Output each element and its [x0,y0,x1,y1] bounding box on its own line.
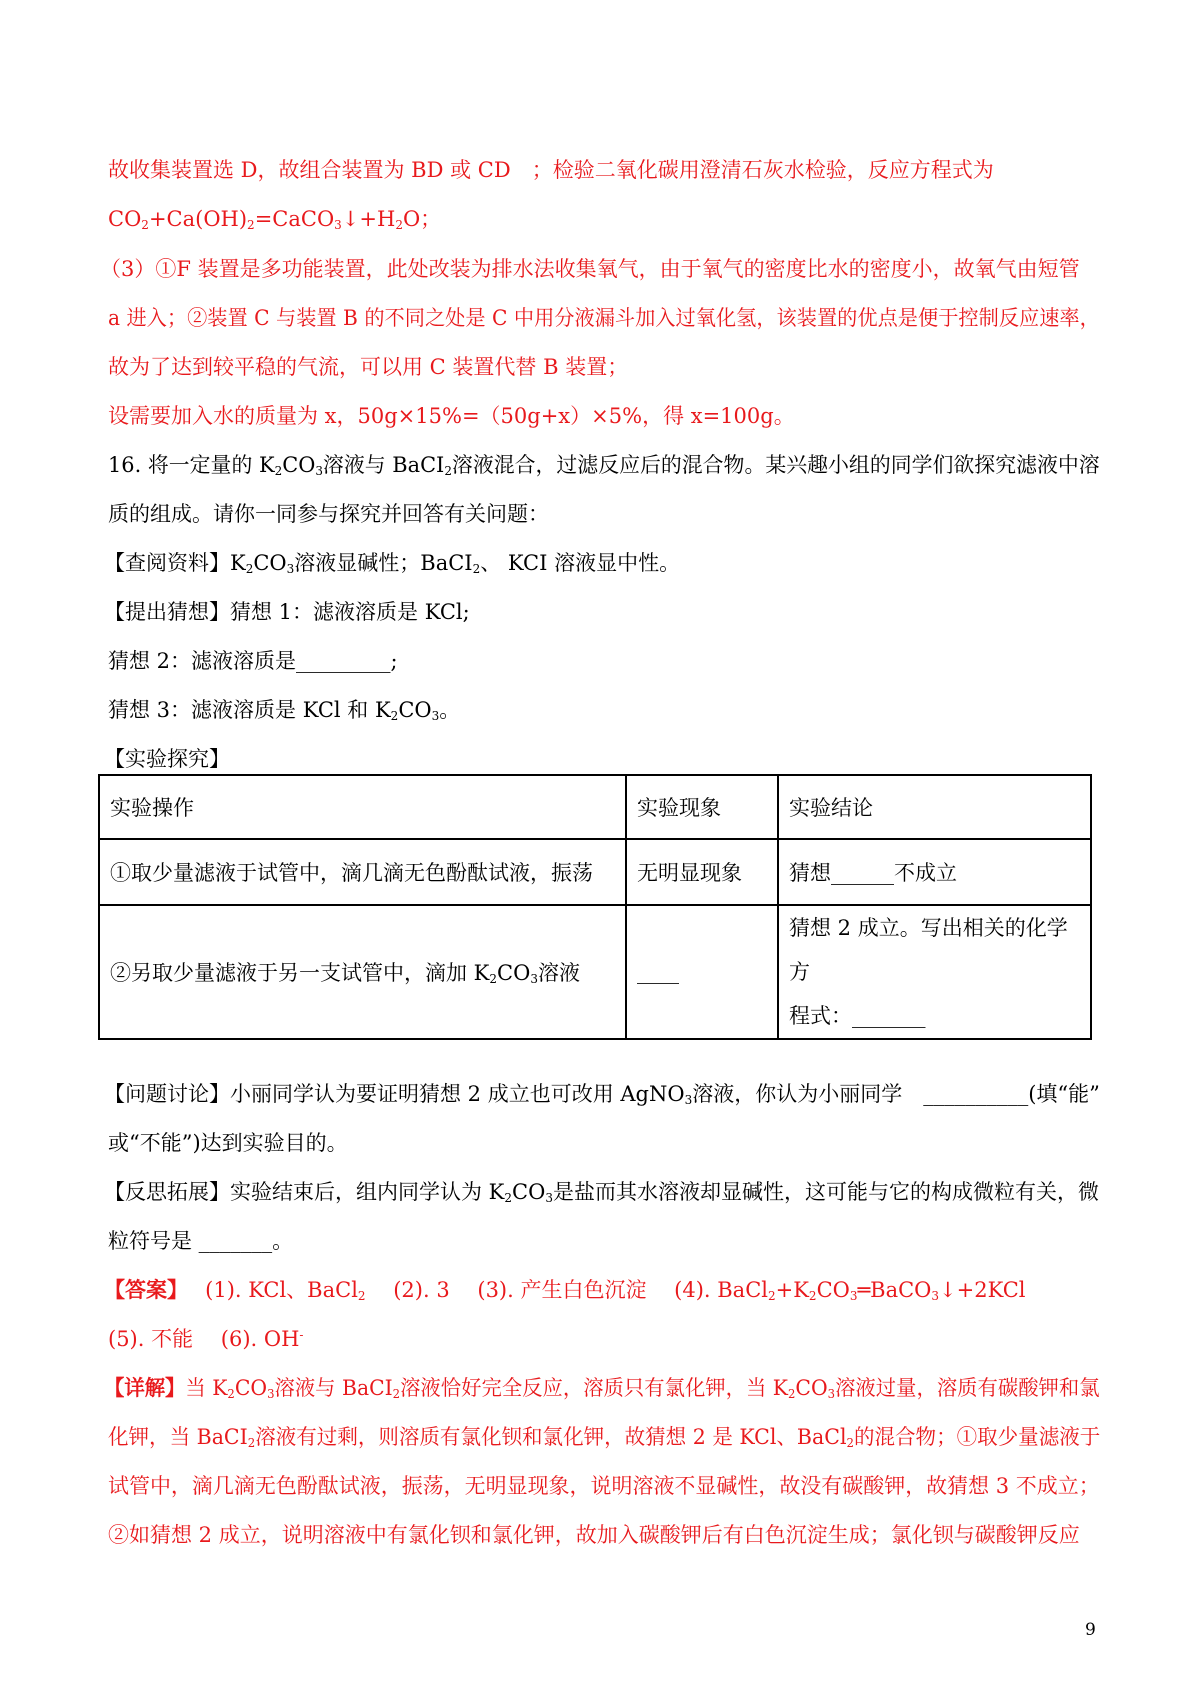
detail-label: 【详解】 [104,1375,186,1400]
reflection-line-1: 【反思拓展】实验结束后，组内同学认为 $K_2CO_3$是盐而其水溶液却显碱性，这可能与它的构成微粒有关，微 [104,1180,1099,1205]
header-phenomenon: 实验现象 [626,775,778,839]
discussion-line-2: 或“不能”)达到实验目的。 [108,1131,348,1155]
experiment-heading: 【实验探究】 [104,747,230,771]
experiment-table [98,774,1092,1040]
row2-phenomenon: ____ [626,905,778,1039]
answer-cont-line-3: （3）①F 装置是多功能装置，此处改装为排水法收集氧气，由于氧气的密度比水的密度小，故氧气由短管 [100,257,1080,281]
answer-line-1: 【答案】 (1). KCl、BaCl$_2$ (2). 3 (3). 产生白色沉淀 (4). $BaCl_2+K_2CO_3═BaCO_3↓+2KCl$ [104,1277,1026,1303]
answer-cont-line-5: 故为了达到较平稳的气流，可以用 C 装置代替 B 装置； [108,355,629,379]
answer-cont-line-6: 设需要加入水的质量为 x，50g×15%=（50g+x）×5%，得 x=100g。 [108,404,795,428]
question-16-line-1: 16. 将一定量的 $K_2CO_3$溶液与 BaCI$_2$溶液混合，过滤反应后的混合物。某兴趣小组的同学们欲探究滤液中溶 [108,453,1100,478]
page-number: 9 [1085,1620,1096,1640]
table-header-row [99,775,1091,839]
detail-line-1: 【详解】当 $K_2CO_3$溶液与 BaCI$_2$溶液恰好完全反应，溶质只有氯化钾，当 $K_2CO_3$溶液过量，溶质有碳酸钾和氯 [104,1375,1100,1401]
hypothesis-2: 猜想 2：滤液溶质是_________; [108,649,398,673]
detail-line-4: ②如猜想 2 成立，说明溶液中有氯化钡和氯化钾，故加入碳酸钾后有白色沉淀生成；氯化钡与碳酸钾反应 [108,1523,1080,1547]
table-row [99,839,1091,905]
reflection-line-2: 粒符号是 _______。 [108,1229,294,1253]
question-16-line-2: 质的组成。请你一同参与探究并回答有关问题： [108,502,549,526]
row2-conclusion: 猜想 2 成立。写出相关的化学方 程式：_______ [778,905,1091,1039]
detail-line-3: 试管中，滴几滴无色酚酞试液，振荡，无明显现象，说明溶液不显碱性，故没有碳酸钾，故猜想 3 不成立； [108,1474,1100,1498]
row2-operation: ②另取少量滤液于另一支试管中，滴加 $K_2CO_3$溶液 [99,905,626,1039]
row1-phenomenon: 无明显现象 [626,839,778,905]
header-operation: 实验操作 [99,775,626,839]
discussion-line-1: 【问题讨论】小丽同学认为要证明猜想 2 成立也可改用 AgNO$_3$溶液，你认为小丽同学 __________(填“能” [104,1082,1100,1107]
hypothesis-3: 猜想 3：滤液溶质是 KCl 和 $K_2CO_3$。 [108,698,461,723]
table-row [99,905,1091,1039]
row1-conclusion: 猜想______不成立 [778,839,1091,905]
answer-line-2: (5). 不能 (6). OH- [108,1327,304,1351]
hypothesis-1: 【提出猜想】猜想 1：滤液溶质是 KCl; [104,600,470,624]
answer-cont-line-4: a 进入；②装置 C 与装置 B 的不同之处是 C 中用分液漏斗加入过氧化氢，该装置的优点是便于控制反应速率， [108,306,1100,330]
row1-operation: ①取少量滤液于试管中，滴几滴无色酚酞试液，振荡 [99,839,626,905]
reference-material: 【查阅资料】$K_2CO_3$溶液显碱性；BaCI$_2$、 KCI 溶液显中性。 [104,551,681,576]
answer-cont-equation: $CO_2+Ca(OH)_2=CaCO_3↓+H_2O$； [108,207,442,232]
answer-cont-line-1: 故收集装置选 D，故组合装置为 BD 或 CD ；检验二氧化碳用澄清石灰水检验，反应方程式为 [108,158,994,182]
header-conclusion: 实验结论 [778,775,1091,839]
detail-line-2: 化钾，当 BaCI$_2$溶液有过剩，则溶质有氯化钡和氯化钾，故猜想 2 是 KCl、BaCl$_2$的混合物；①取少量滤液于 [108,1425,1101,1450]
answer-label: 【答案】 [104,1277,178,1302]
